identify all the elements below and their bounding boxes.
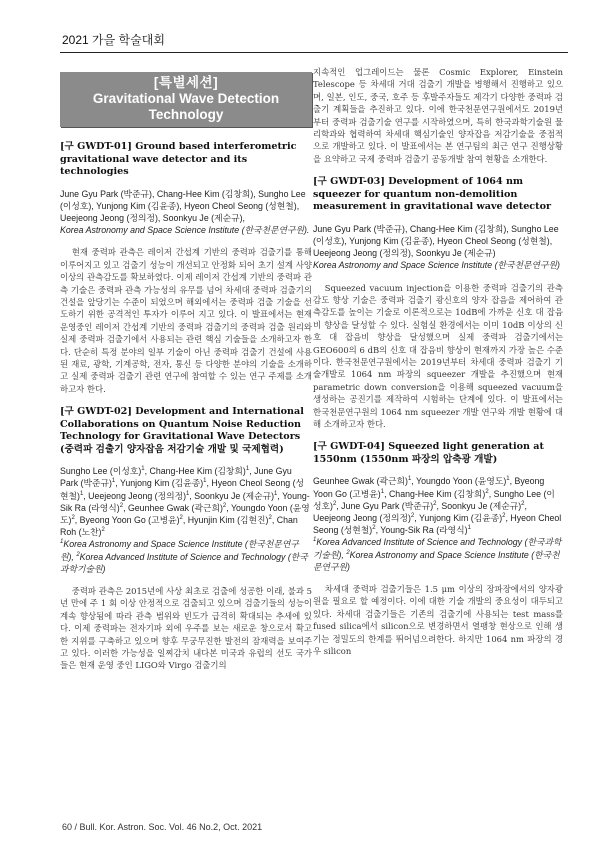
header-divider bbox=[60, 52, 568, 53]
talk-3-abstract: Squeezed vacuum injection을 이용한 중력파 검출기의 관측감도 향상 기술은 중력파 검출기 광신호의 양자 잡음을 제어하여 관측감도를 높이는 기술로 이론적으로는 10dB에 가까운 신호 대 잡음비 향상을 달성할 수 있다. 실험실 환경에서는 이미 10dB 이상의 신호 대 잡음비 향상을 달성했으며 실제 중력파 검출기에서는 GEO600의 6 dB의 신호 대 잡음비 향상이 현재까지 가장 높은 수준이다. 한국천문연구원에서는 2019년부터 차세대 중력파 검출기 기술개발로 1064 nm 파장의 squeezer 개발을 추진했으며 현재 parametric down conversion을 이용해 squeezed vacuum을 생성하는 공진기를 제작하여 시험하는 단계에 있다. 이 발표에서는 한국천문연구원의 1064 nm squeezer 개발 연구와 개발 현황에 대해 소개하고자 한다. bbox=[313, 282, 563, 430]
left-column bbox=[60, 66, 312, 683]
talk-4-affiliation: $^1$Korea Advanced Institute of Science and Technology (한국과학기술원), $^2$Korea Astronomy and Space Science Institute (한국천문연구원) bbox=[313, 537, 562, 572]
talk-1-authors: June Gyu Park (박준규), Chang-Hee Kim (김창희), Sungho Lee (이성호), Yunjong Kim (김윤종), Hyeon Cheol Seong (성현철), Ueejeong Jeong (정의정), Soonkyu Je (제순규), bbox=[60, 188, 306, 223]
talk-3-authors: June Gyu Park (박준규), Chang-Hee Kim (김창희), Sungho Lee (이성호), Yunjong Kim (김윤종), Hyeon Cheol Seong (성현철), Ueejeong Jeong (정의정), Soonkyu Je (제순규) bbox=[313, 223, 559, 259]
page-footer: 60 / Bull. Kor. Astron. Soc. Vol. 46 No.2, Oct. 2021 bbox=[62, 822, 263, 832]
talk-2-abstract: 중력파 관측은 2015년에 사상 최초로 검출에 성공한 이래, 불과 5년 만에 주 1 회 이상 안정적으로 검출되고 있으며 검출기들의 성능이 계속 향상됨에 따라 관측 범위와 빈도가 급격히 확대되는 추세에 있다. 이제 중력파는 전자기파 외에 우주를 보는 새로운 창으로서 확고한 지위를 구축하고 있으며 향후 무궁무진한 발전의 잠재력을 보여주고 있다. 이러한 가능성을 일찌감치 내다본 미국과 유럽의 선도 국가들은 현재 운영 중인 LIGO와 Virgo 검출기의 bbox=[60, 586, 312, 671]
banner-line-2: Gravitational Wave Detection bbox=[92, 91, 280, 106]
running-header: 2021 가을 학술대회 bbox=[62, 33, 165, 47]
right-column bbox=[313, 66, 563, 669]
banner-line-1: [특별세션] bbox=[153, 75, 219, 90]
talk-2-title: [구 GWDT-02] Development and International Collaborations on Quantum Noise Reduction Technology for Gravitational Wave Detectors (중력파 검출기 양자잡음 저감기술 개발 및 국제협력) bbox=[60, 406, 304, 455]
talk-2-affiliation: $^1$Korea Astronomy and Space Science Institute (한국천문연구원), $^2$Korea Advanced Institute of Science and Technology (한국과학기술원) bbox=[60, 539, 308, 574]
talk-3-affiliation: Korea Astronomy and Space Science Institute (한국천문연구원) bbox=[313, 260, 560, 271]
banner-line-3: Technology bbox=[148, 107, 224, 122]
talk-3-title: [구 GWDT-03] Development of 1064 nm squeezer for quantum non-demolition measurement in gravitational wave detector bbox=[313, 176, 552, 213]
talk-2-authors: Sungho Lee (이성호)$^1$, Chang-Hee Kim (김창희)$^1$, June Gyu Park (박준규)$^1$, Yunjong Kim (김윤종)$^1$, Hyeon Cheol Seong (성현철)$^1$, Ueejeong Jeong (정의정)$^1$, Soonkyu Je (제순규)$^1$, Young-Sik Ra (라영식)$^2$, Geunhee Gwak (곽근희)$^2$, Youngdo Yoon (윤영도)$^2$, Byeong Yoon Go (고병윤)$^2$, Hyunjin Kim (김현진)$^2$, Chan Roh (노찬)$^2$ bbox=[60, 466, 310, 538]
talk-4-authors: Geunhee Gwak (곽근희)$^1$, Youngdo Yoon (윤영도)$^1$, Byeong Yoon Go (고병윤)$^1$, Chang-Hee Kim (김창희)$^2$, Sungho Lee (이성호)$^2$, June Gyu Park (박준규)$^2$, Soonkyu Je (제순규)$^2$, Ueejeong Jeong (정의정)$^2$, Yunjong Kim (김윤종)$^2$, Hyeon Cheol Seong (성현철)$^2$, Young-Sik Ra (라영식)$^1$ bbox=[313, 476, 562, 536]
talk-1-title: [구 GWDT-01] Ground based interferometric gravitational wave detector and its technologies bbox=[60, 141, 297, 177]
talk-2-abstract-continued: 지속적인 업그레이드는 물론 Cosmic Explorer, Einstein Telescope 등 차세대 거대 검출기 개발을 병행해서 진행하고 있으며, 일본, 인도, 중국, 호주 등 후발주자들도 제각기 다양한 중력파 검출기 계획들을 추진하고 있다. 이에 한국천문연구원에서도 2019년부터 중력파 검출기술 연구를 시작하였으며, 특히 한국과학기술원 물리학과와 협력하여 차세대 핵심기술인 양자잡음 저감기술을 중점적으로 개발하고 있다. 이 발표에서는 본 연구팀의 최근 연구 진행상황을 요약하고 국제 중력파 검출기 공동개발 참여 현황을 소개한다. bbox=[313, 67, 563, 164]
talk-4-title: [구 GWDT-04] Squeezed light generation at 1550nm (1550nm 파장의 압축광 개발) bbox=[313, 441, 544, 465]
session-banner bbox=[60, 72, 312, 127]
talk-1-affiliation: Korea Astronomy and Space Science Institute (한국천문연구원). bbox=[60, 225, 310, 236]
talk-1-abstract: 현재 중력파 관측은 레이저 간섭계 기반의 중력파 검출기를 통해 이루어지고 있고 검출기 성능이 개선되고 안정화 되어 초기 설계 사양 이상의 관측감도를 확보하였다. 이제 레이저 간섭계 기반의 중력파 관측 기술은 중력파 관측 가능성의 유무를 넘어 차세대 중력파 검출기의 건설을 앞당기는 수준이 되었으며 해외에서는 중력파 검출 기술을 선도하기 위한 공격적인 투자가 이루어 지고 있다. 이 발표에서는 현재 운영중인 레이저 간섭계 기반의 중력파 검출기의 중력파 검출 원리와 실제 중력파 검출기에서 사용되는 관련 핵심 기술들을 소개하고자 한다. 단순히 특정 분야의 일부 기술이 아닌 중력파 검출기 건설에 사용된 재료, 광학, 기계공학, 전자, 통신 등 다양한 분야의 기술을 소개하고 실제 중력파 검출기 관련 연구에 참여할 수 있는 연구 주제를 소개하고자 한다. bbox=[60, 247, 312, 394]
talk-4-abstract: 차세대 중력파 검출기들은 1.5 μm 이상의 장파장에서의 양자광원을 필요로 할 예정이다. 이에 대한 기술 개발의 중요성이 대두되고 있다. 차세대 검출기들은 기존의 검출기에 사용되는 test mass를 fused silica에서 silicon으로 변경하면서 열팽창 현상으로 인해 생기는 정밀도의 한계를 뛰어넘으려한다. 하지만 1064 nm 파장의 경우 silicon bbox=[313, 584, 563, 657]
